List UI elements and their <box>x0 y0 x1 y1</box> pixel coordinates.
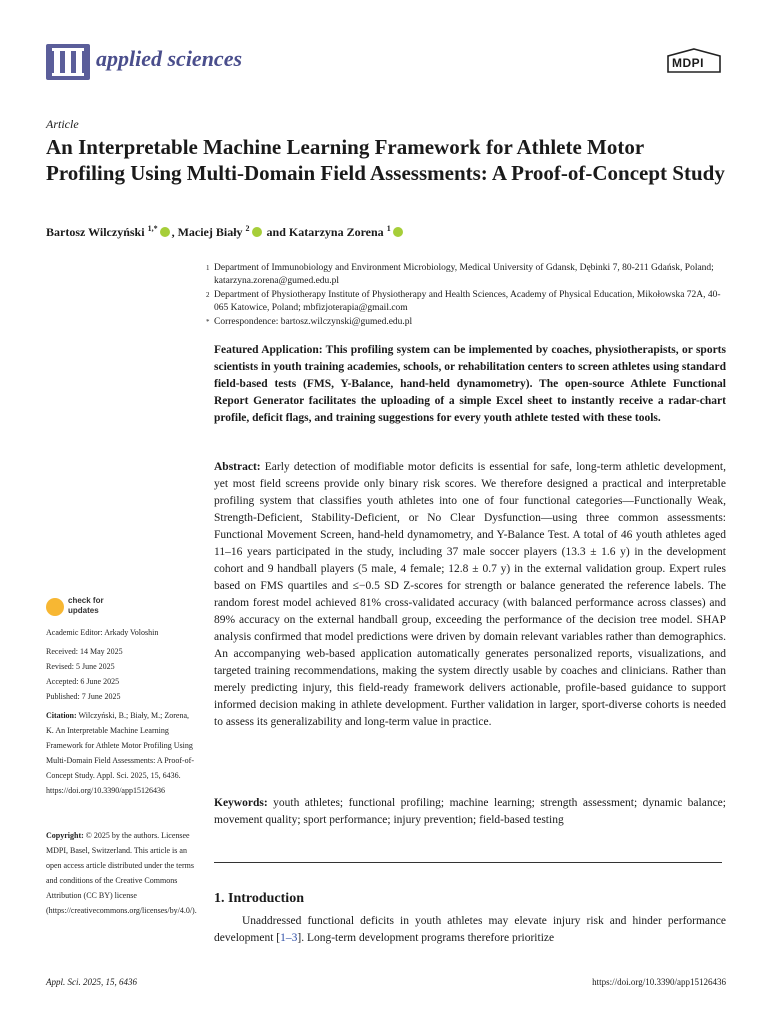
author-name[interactable]: Bartosz Wilczyński <box>46 225 145 239</box>
keywords-text: youth athletes; functional profiling; machine learning; strength assessment; dynamic balance; movement quality; sport performance; injury prevention; field-based testing <box>214 797 726 826</box>
affiliation-text: Department of Immunobiology and Environment Microbiology, Medical University of Gdansk, Dębinki 7, 80-211 Gdańsk, Poland; katarzyna.zorena@gumed.edu.pl <box>214 263 714 286</box>
featured-application: Featured Application: This profiling system can be implemented by coaches, physiotherapists, or sports scientists in youth training academies, schools, or rehabilitation centers to screen athletes using standard field-based tests (FMS, Y-Balance, hand-held dynamometry). The open-source Athlete Functional Report Generator facilitates the uploading of a simple Excel sheet to instantly receive a radar-chart profile, deficit flags, and training suggestions for every youth athlete tested with these tools. <box>214 344 726 424</box>
correspondence <box>206 316 726 329</box>
author-name[interactable]: Maciej Biały <box>177 225 243 239</box>
author-affiliation-marker: 1,* <box>147 224 158 233</box>
citation-label: Citation: <box>46 711 77 720</box>
published-date: Published: 7 June 2025 <box>46 692 121 701</box>
journal-logo-icon <box>46 44 90 80</box>
copyright-block <box>46 828 196 918</box>
affiliation-text: Department of Physiotherapy Institute of Physiotherapy and Health Sciences, Academy of Physical Education, Mikołowska 72A, 40-065 Katowice, Poland; mbfizjoterapia@gmail.com <box>214 290 721 313</box>
dates <box>46 644 196 704</box>
orcid-icon[interactable] <box>160 227 170 237</box>
publisher-name: MDPI <box>672 56 704 70</box>
check-updates-label <box>68 596 104 616</box>
section-heading: 1. Introduction <box>214 891 304 906</box>
abstract-text: Early detection of modifiable motor deficits is essential for safe, long-term athletic development, yet most field screens provide only binary risk scores. We therefore designed a practical and interpretable profiling system that classifies youth athletes into one of four functional categories—Functionally Weak, Strength-Deficient, Stability-Deficient, or No Clear Dysfunction—using three common assessments: Functional Movement Screen, hand-held dynamometry, and Y-Balance Test. A total of 46 youth athletes aged 11–16 years participated in the study, including 37 male soccer players (13.3 ± 1.6 y) in the development cohort and 9 handball players (5 male, 4 female; 12.8 ± 0.7 y) in the external validation group. Expert rules based on FMS quartiles and ≤−0.5 SD Z-scores for strength or balance generated the reference labels. The random forest model achieved 81% cross-validated accuracy (with balanced performance across classes) and 89% accuracy on the external handball group, exceeding the performance of the decision tree model. SHAP analysis confirmed that model predictions were driven by domain relevant variables rather than demographics. An accompanying web-based application automatically generates personalized reports, visualizations, and targeted training recommendations, making the system directly usable by coaches and clinicians. Rather than merely predicting injury, this field-ready framework delivers actionable, profile-based guidance to support informed decision making in athlete development. Further validation in larger, sport-diverse cohorts is needed to assess its generalizability and long-term value in practice. <box>214 461 726 728</box>
affiliation-number: 2 <box>206 291 210 299</box>
copyright-label: Copyright: <box>46 831 84 840</box>
orcid-icon[interactable] <box>252 227 262 237</box>
received-date: Received: 14 May 2025 <box>46 647 123 656</box>
check-for-updates-button[interactable] <box>46 596 166 620</box>
accepted-date: Accepted: 6 June 2025 <box>46 677 120 686</box>
academic-editor: Academic Editor: Arkady Voloshin <box>46 628 159 637</box>
section-divider <box>214 862 722 863</box>
check-updates-icon <box>46 598 64 616</box>
check-updates-line: updates <box>68 606 99 615</box>
revised-date: Revised: 5 June 2025 <box>46 662 115 671</box>
author-affiliation-marker: 1 <box>386 224 391 233</box>
affiliation-number: 1 <box>206 264 210 272</box>
affiliation <box>206 262 726 288</box>
check-updates-line: check for <box>68 596 104 605</box>
intro-text: ]. Long-term development programs therefore prioritize <box>297 932 555 944</box>
author-affiliation-marker: 2 <box>245 224 250 233</box>
keywords <box>214 795 726 829</box>
author-list <box>46 224 405 240</box>
affiliation <box>206 289 726 315</box>
citation-block <box>46 708 196 798</box>
footer-doi-link[interactable]: https://doi.org/10.3390/app15126436 <box>592 977 726 987</box>
author-separator: and <box>263 225 289 239</box>
keywords-label: Keywords: <box>214 797 268 809</box>
intro-text: Unaddressed functional deficits in youth athletes may elevate injury risk and hinder performance development [ <box>214 915 726 944</box>
introduction-paragraph <box>214 913 726 947</box>
author-name[interactable]: Katarzyna Zorena <box>288 225 384 239</box>
paper-title: An Interpretable Machine Learning Framework for Athlete Motor Profiling Using Multi-Domain Field Assessments: A Proof-of-Concept Study <box>46 135 725 185</box>
author-separator: , <box>171 225 178 239</box>
affiliation-number: * <box>206 318 210 326</box>
orcid-icon[interactable] <box>393 227 403 237</box>
abstract <box>214 459 726 731</box>
footer-journal-ref: Appl. Sci. 2025, 15, 6436 <box>46 977 137 987</box>
citation-text: Wilczyński, B.; Biały, M.; Zorena, K. An Interpretable Machine Learning Framework for Athlete Motor Profiling Using Multi-Domain Field Assessments: A Proof-of-Concept Study. Appl. Sci. 2025, 15, 6436. https://doi.org/10.3390/app15126436 <box>46 711 194 795</box>
abstract-label: Abstract: <box>214 461 261 473</box>
correspondence-text: Correspondence: bartosz.wilczynski@gumed.edu.pl <box>214 317 413 327</box>
copyright-text: © 2025 by the authors. Licensee MDPI, Basel, Switzerland. This article is an open access article distributed under the terms and conditions of the Creative Commons Attribution (CC BY) license (https://creativecommons.org/licenses/by/4.0/). <box>46 831 197 915</box>
journal-name: applied sciences <box>96 46 243 71</box>
article-type: Article <box>46 117 79 131</box>
citation-link[interactable]: 1–3 <box>280 932 298 944</box>
